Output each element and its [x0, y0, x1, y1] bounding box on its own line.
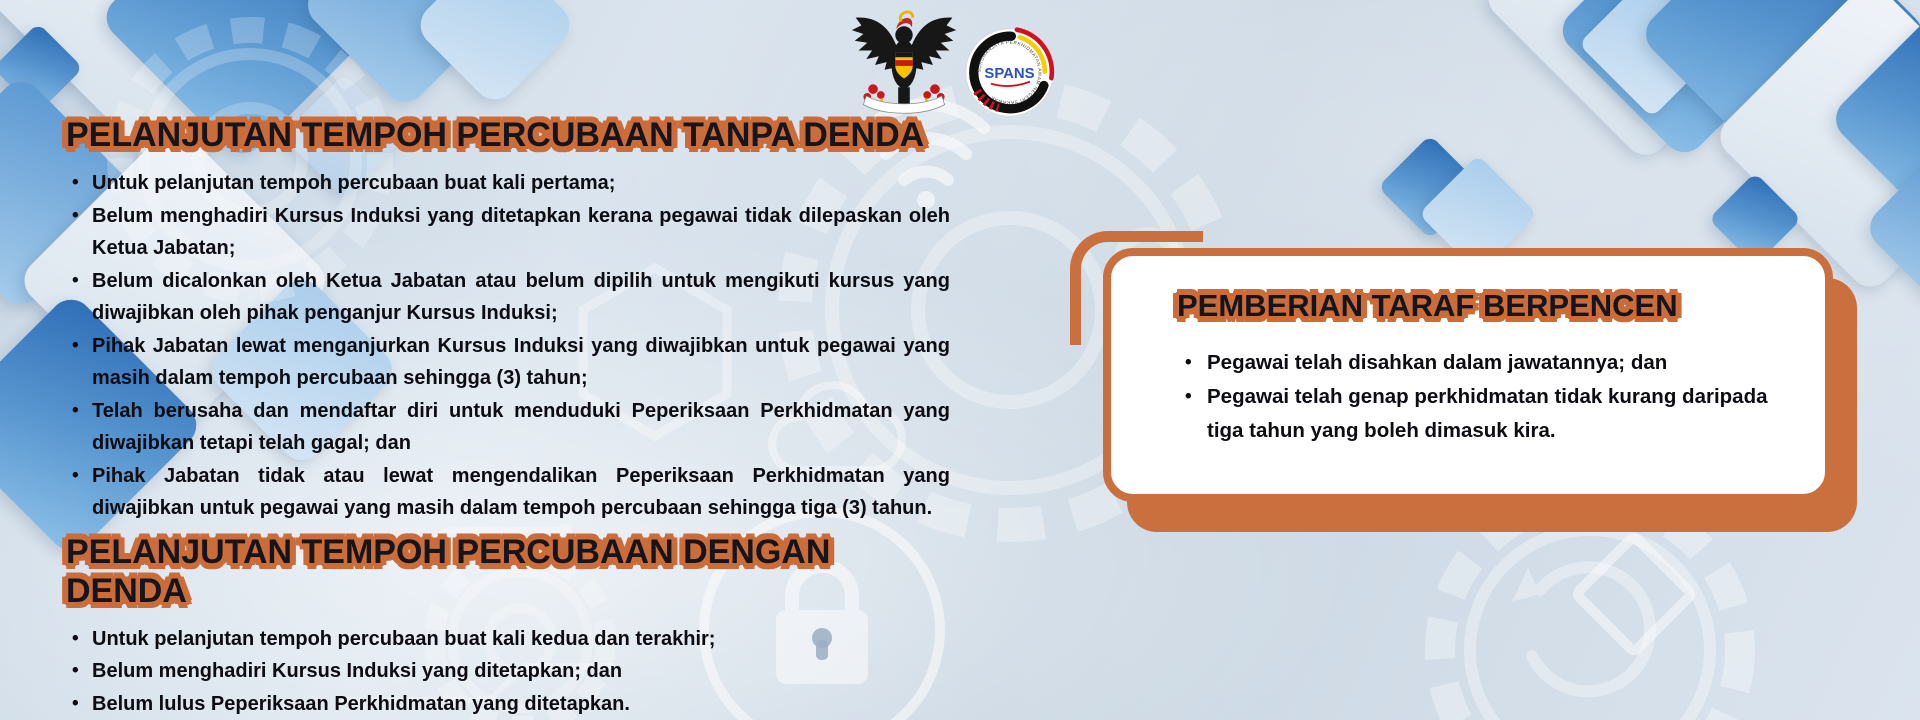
list-item: • Pihak Jabatan lewat menganjurkan Kursus Induksi yang diwajibkan untuk pegawai yang masih dalam tempoh percubaan sehingga (3) tahun;	[66, 330, 950, 395]
list-item: • Pegawai telah disahkan dalam jawatannya; dan	[1177, 346, 1789, 380]
list-item: • Untuk pelanjutan tempoh percubaan buat kali pertama;	[66, 167, 950, 200]
list-item: • Belum dicalonkan oleh Ketua Jabatan atau belum dipilih untuk mengikuti kursus yang diwajibkan oleh pihak penganjur Kursus Induksi;	[66, 265, 950, 330]
list-item: • Pihak Jabatan tidak atau lewat mengendalikan Peperiksaan Perkhidmatan yang diwajibkan untuk pegawai yang masih dalam tempoh percubaan sehingga tiga (3) tahun.	[66, 460, 950, 525]
section-title-tanpa-denda: PELANJUTAN TEMPOH PERCUBAAN TANPA DENDA	[66, 116, 925, 154]
bullet-list-dengan-denda	[66, 623, 950, 720]
card-bullet-list	[1177, 346, 1789, 448]
card-title: PEMBERIAN TARAF BERPENCEN	[1177, 288, 1678, 323]
sarawak-crest-logo	[845, 6, 963, 122]
pension-status-card	[1103, 248, 1833, 502]
list-item: • Belum menghadiri Kursus Induksi yang ditetapkan kerana pegawai tidak dilepaskan oleh Ketua Jabatan;	[66, 200, 950, 265]
list-item: • Pegawai telah genap perkhidmatan tidak kurang daripada tiga tahun yang boleh dimasuk kira.	[1177, 380, 1789, 448]
main-content-column	[66, 116, 950, 720]
list-item: • Belum lulus Peperiksaan Perkhidmatan yang ditetapkan.	[66, 688, 950, 720]
list-item: • Belum menghadiri Kursus Induksi yang ditetapkan; dan	[66, 655, 950, 688]
spans-ring-text: SURUHANJAYA PERKHIDMATAN AWAM NEGERI SARAWAK	[976, 39, 1043, 106]
section-title-dengan-denda: PELANJUTAN TEMPOH PERCUBAAN DENGAN DENDA	[66, 532, 831, 610]
list-item: • Untuk pelanjutan tempoh percubaan buat kali kedua dan terakhir;	[66, 623, 950, 656]
spans-logo	[962, 26, 1057, 119]
bullet-list-tanpa-denda	[66, 167, 950, 525]
gear-refresh-icon	[1440, 500, 1740, 720]
list-item: • Telah berusaha dan mendaftar diri untuk menduduki Peperiksaan Perkhidmatan yang diwajibkan tetapi telah gagal; dan	[66, 395, 950, 460]
spans-wordmark: SPANS	[984, 66, 1035, 83]
